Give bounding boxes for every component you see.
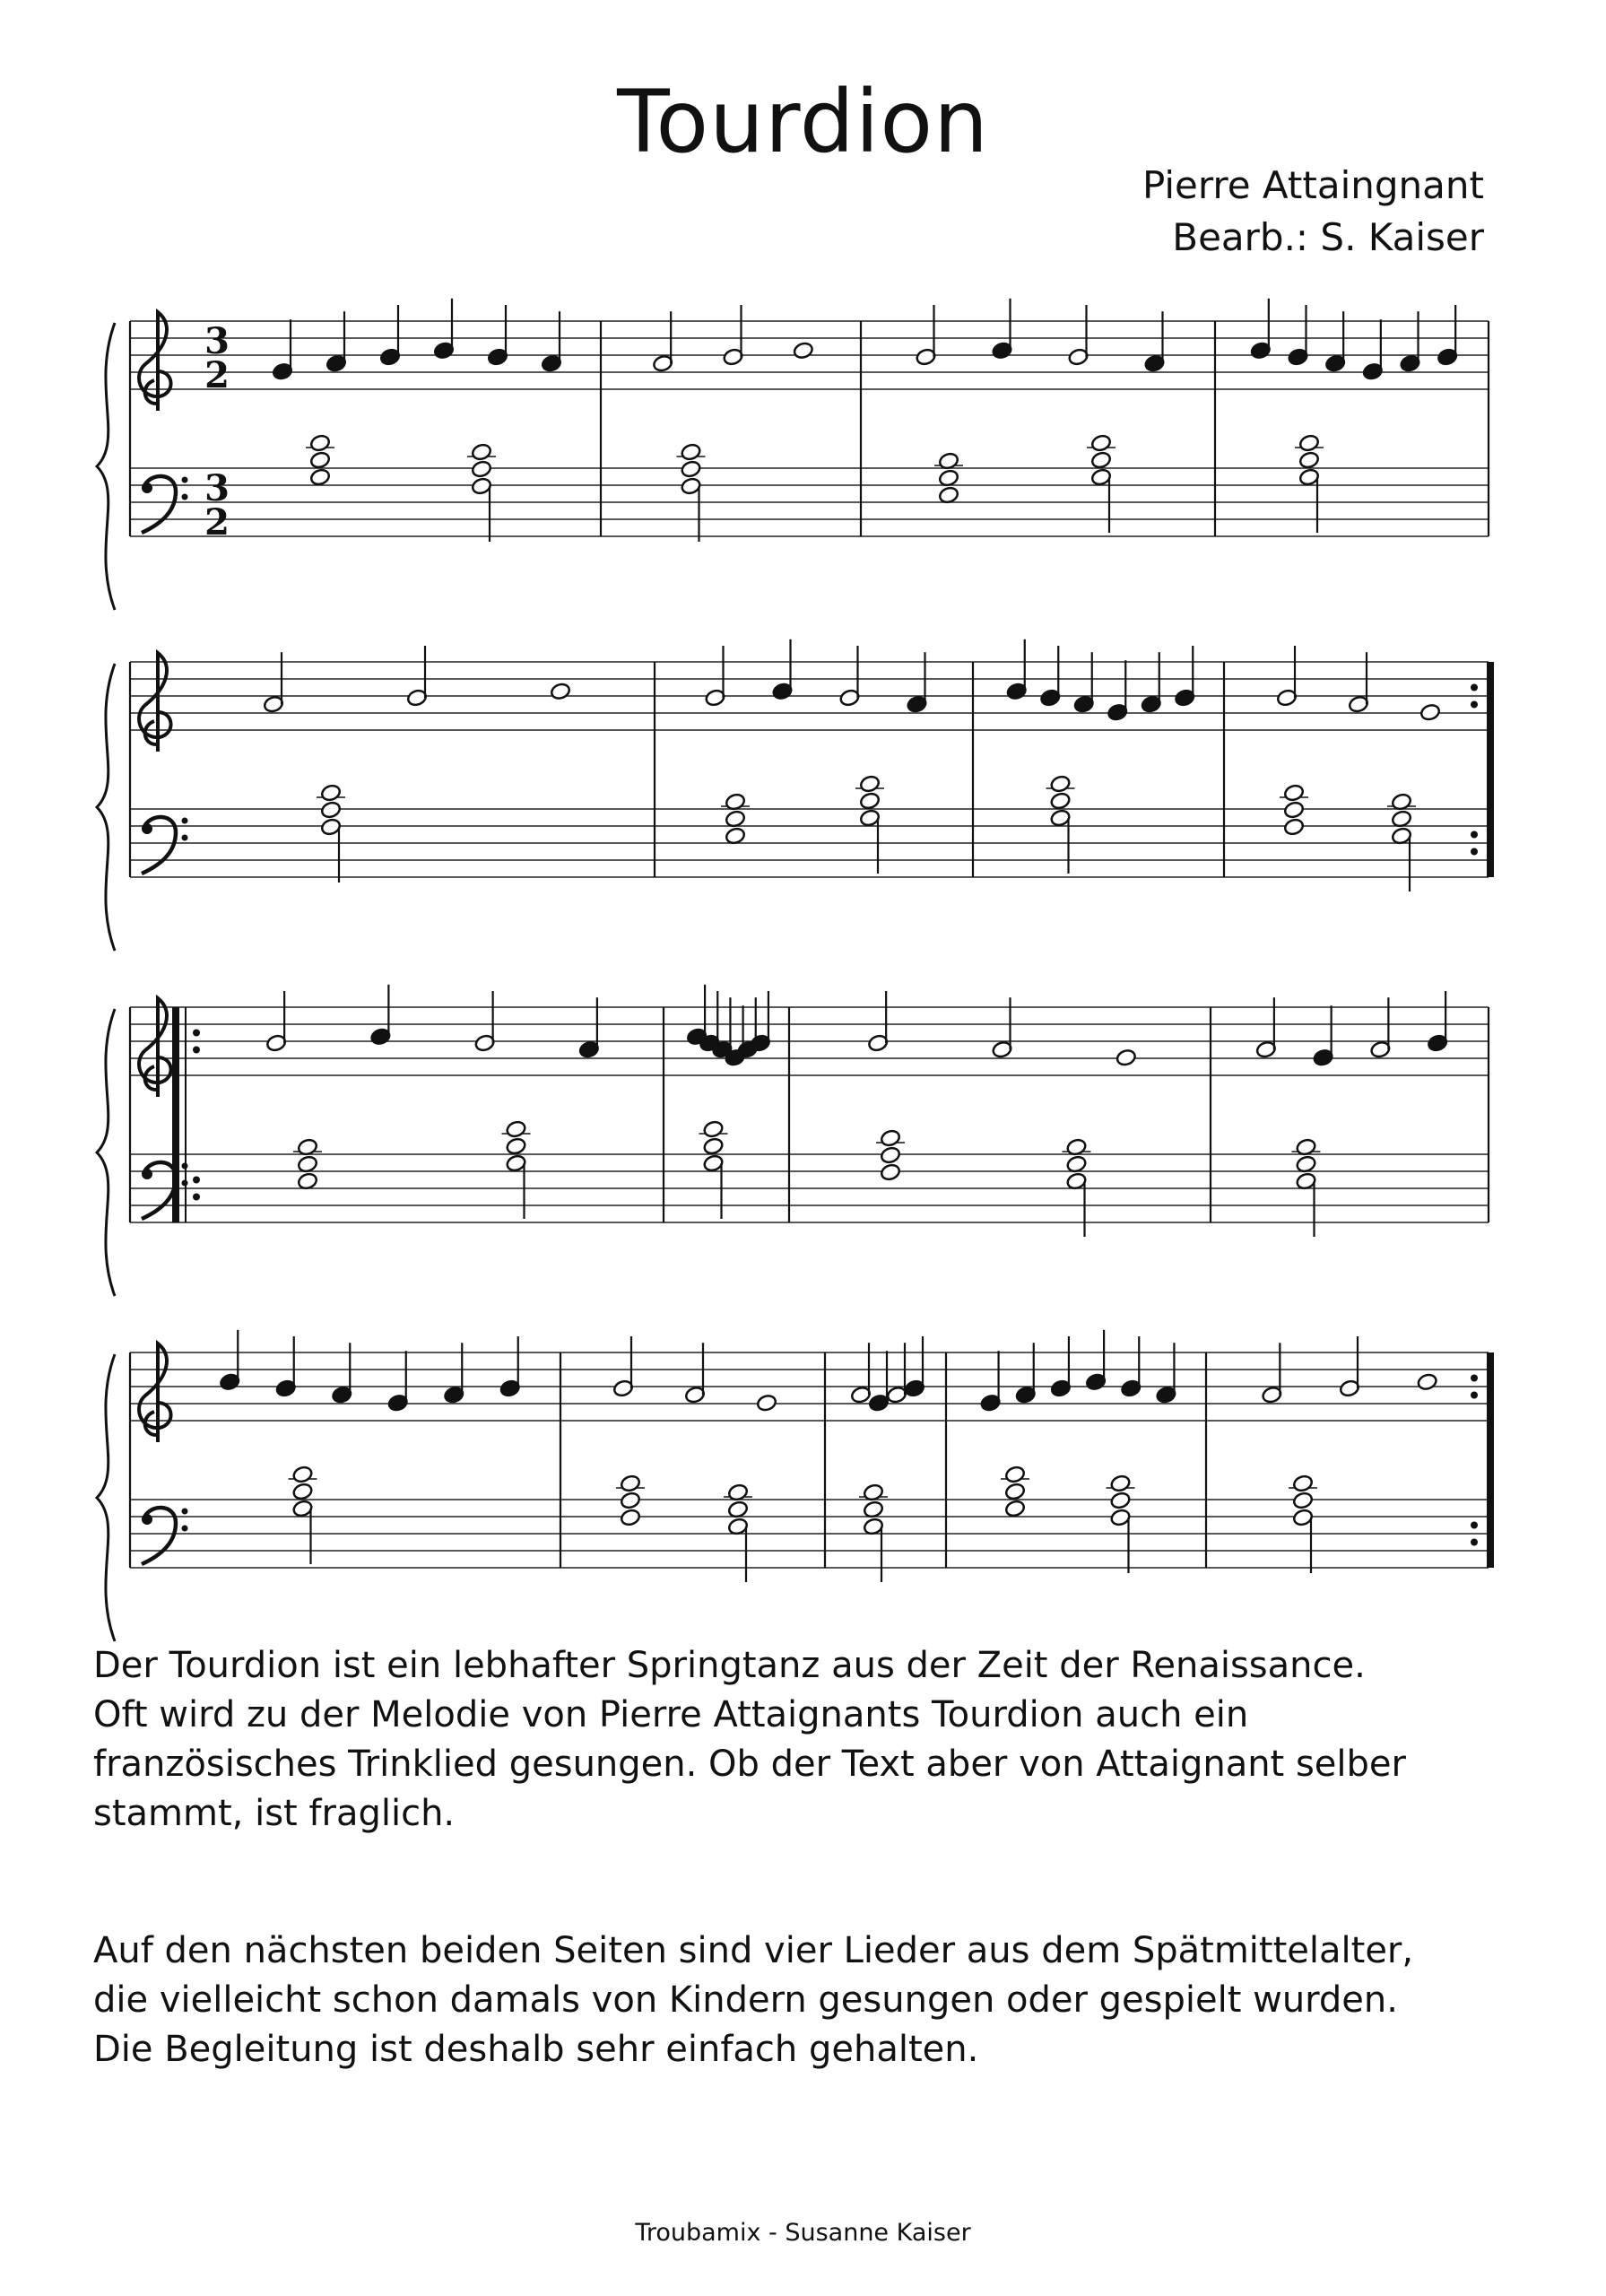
notehead [1116,1048,1137,1067]
notehead [880,1129,901,1148]
score-system-3-notation [90,991,1489,1305]
notehead [550,682,571,700]
bass-clef-dot [142,483,152,493]
notehead [1292,1474,1314,1493]
repeat-dot [1471,1522,1478,1529]
system-brace [97,323,115,610]
bass-clef-dot [182,818,188,824]
repeat-dot [193,1194,200,1201]
notehead [1110,1492,1132,1510]
repeat-dot [1471,684,1478,691]
treble-clef-icon [139,653,171,752]
bass-clef-dot [182,1180,188,1187]
notehead [1050,775,1072,794]
score-system-4-notation [90,1336,1489,1650]
description-line: Oft wird zu der Melodie von Pierre Attaignants Tourdion auch ein [93,1694,1249,1735]
repeat-dot [1471,1392,1478,1399]
notehead [506,1120,527,1139]
notehead [1292,1492,1314,1510]
system-brace [97,1354,115,1641]
notehead [756,1394,777,1413]
bass-clef-dot [142,1169,152,1179]
final-thick-barline [1487,1352,1494,1568]
notehead [1419,703,1441,722]
notehead [1004,1483,1026,1501]
treble-time-signature-bottom: 2 [204,354,230,396]
notehead [1090,451,1112,470]
notehead [1298,434,1320,453]
notehead [620,1492,641,1510]
notehead [1110,1474,1132,1493]
score-system-2 [90,646,1489,960]
bass-clef-dot [142,1514,152,1525]
treble-time-signature-top: 3 [204,320,230,362]
repeat-dot [1471,831,1478,839]
description-paragraph-2 [93,1926,1528,2074]
treble-clef-icon [139,1344,171,1442]
notehead [309,434,331,453]
bass-clef-dot [182,1526,188,1532]
notehead [880,1146,901,1165]
notehead [793,341,814,360]
notehead [1417,1372,1438,1391]
score-system-1 [90,305,1489,619]
repeat-dot [1471,848,1478,856]
repeat-dot [193,1030,200,1037]
notehead [1004,1465,1026,1484]
score-system-1-notation [90,305,1489,619]
bass-clef-dot [142,823,152,834]
description-line: Die Begleitung ist deshalb sehr einfach gehalten. [93,2029,979,2070]
page-title: Tourdion [617,72,989,172]
repeat-dot [193,1177,200,1184]
notehead [620,1509,641,1527]
description-line: französisches Trinklied gesungen. Ob der Text aber von Attaignant selber [93,1744,1406,1785]
repeat-dot [1471,701,1478,709]
repeat-dot [193,1047,200,1054]
system-brace [97,664,115,951]
notehead [1298,451,1320,470]
description-paragraph-1 [93,1641,1528,1839]
repeat-dot [1471,1539,1478,1546]
notehead [1283,801,1305,820]
notehead [703,1120,725,1139]
bass-clef-dot [182,1163,188,1170]
credits [1142,160,1484,264]
bass-time-signature-top: 3 [204,467,230,509]
arranger-credit: Bearb.: S. Kaiser [1172,215,1484,259]
notehead [681,460,702,479]
notehead [506,1137,527,1156]
description-line: Der Tourdion ist ein lebhafter Springtanz aus der Zeit der Renaissance. [93,1645,1366,1686]
bass-clef-dot [182,477,188,483]
notehead [320,784,342,803]
description-line: stammt, ist fraglich. [93,1793,456,1834]
score-system-2-notation [90,646,1489,960]
repeat-dot [1471,1375,1478,1382]
notehead [471,443,492,462]
notehead [681,443,702,462]
notehead [471,460,492,479]
final-thick-barline [1487,662,1494,877]
notehead [859,792,881,811]
notehead [320,801,342,820]
notehead [880,1163,901,1182]
notehead [1283,784,1305,803]
composer-credit: Pierre Attaingnant [1142,163,1484,207]
description-line: Auf den nächsten beiden Seiten sind vier Lieder aus dem Spätmittelalter, [93,1930,1414,1971]
notehead [1090,434,1112,453]
bass-time-signature-bottom: 2 [204,501,230,544]
bass-clef-dot [182,494,188,500]
notehead [1004,1500,1026,1518]
notehead [859,775,881,794]
notehead [1283,818,1305,837]
bass-clef-dot [182,1509,188,1515]
system-brace [97,1009,115,1296]
notehead [309,468,331,487]
notehead [620,1474,641,1493]
score-system-3 [90,991,1489,1305]
notehead [292,1465,314,1484]
notehead [703,1137,725,1156]
notehead [1050,792,1072,811]
bass-clef-dot [182,835,188,841]
notehead [292,1483,314,1501]
treble-clef-icon [139,312,171,411]
treble-clef-icon [139,998,171,1097]
notehead [309,451,331,470]
page-footer: Troubamix - Susanne Kaiser [635,2219,971,2247]
score-system-4 [90,1336,1489,1650]
description-line: die vielleicht schon damals von Kindern gesungen oder gespielt wurden. [93,1979,1398,2021]
